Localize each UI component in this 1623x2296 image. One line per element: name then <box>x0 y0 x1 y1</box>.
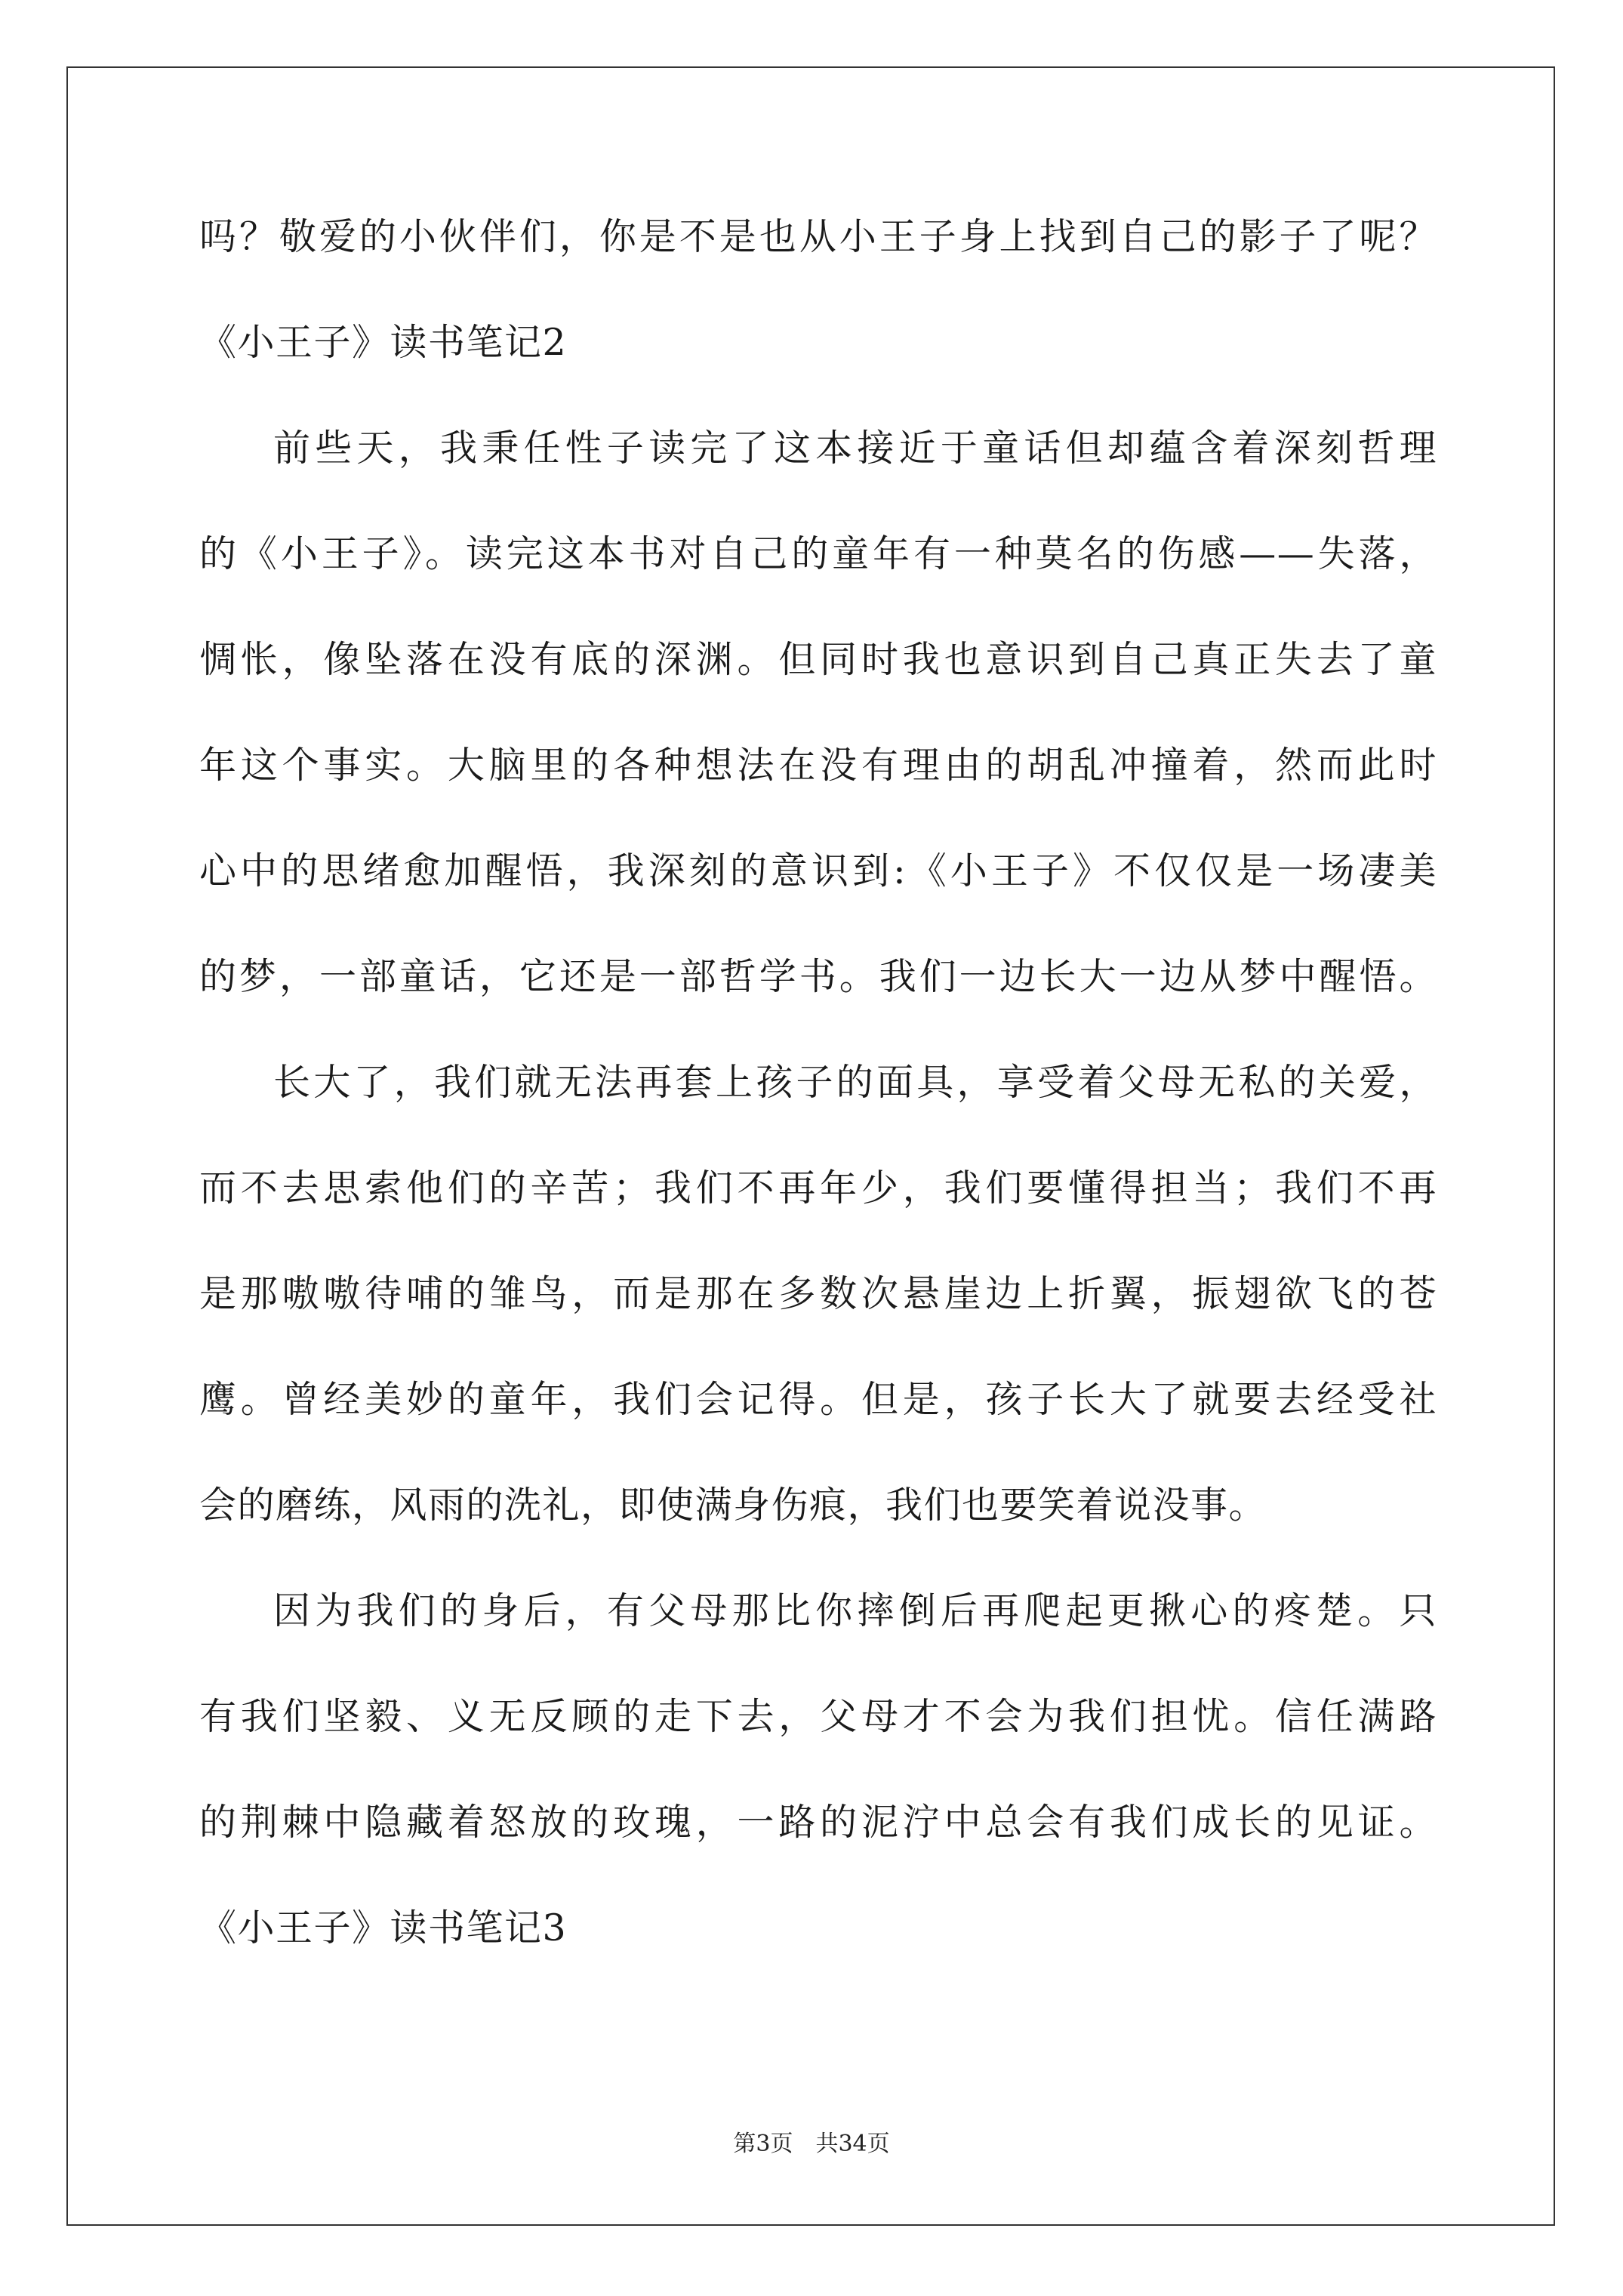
text-line-16: 的荆棘中隐藏着怒放的玫瑰，一路的泥泞中总会有我们成长的见证。 <box>199 1801 1437 1844</box>
text-line-10: 而不去思索他们的辛苦；我们不再年少，我们要懂得担当；我们不再 <box>199 1166 1437 1210</box>
text-line-11: 是那嗷嗷待哺的雏鸟，而是那在多数次悬崖边上折翼，振翅欲飞的苍 <box>199 1272 1437 1315</box>
section-heading-2: 《小王子》读书笔记2 <box>199 321 568 364</box>
section-heading-3: 《小王子》读书笔记3 <box>199 1906 568 1949</box>
text-line-9: 长大了，我们就无法再套上孩子的面具，享受着父母无私的关爱， <box>273 1061 1437 1104</box>
page-number-footer: 第3页 共34页 <box>733 2131 890 2157</box>
text-line-7: 心中的思绪愈加醒悟，我深刻的意识到:《小王子》不仅仅是一场凄美 <box>199 849 1437 892</box>
text-line-14: 因为我们的身后，有父母那比你摔倒后再爬起更揪心的疼楚。只 <box>273 1589 1437 1632</box>
text-line-13: 会的磨练，风雨的洗礼，即使满身伤痕，我们也要笑着说没事。 <box>199 1484 1267 1527</box>
text-line-1: 吗？敬爱的小伙伴们，你是不是也从小王子身上找到自己的影子了呢？ <box>199 215 1437 258</box>
text-line-4: 的《小王子》。读完这本书对自己的童年有一种莫名的伤感——失落， <box>199 532 1437 575</box>
text-line-12: 鹰。曾经美妙的童年，我们会记得。但是，孩子长大了就要去经受社 <box>199 1378 1437 1421</box>
page-border <box>66 66 1555 2226</box>
text-line-3: 前些天，我秉任性子读完了这本接近于童话但却蕴含着深刻哲理 <box>273 427 1437 470</box>
text-line-8: 的梦，一部童话，它还是一部哲学书。我们一边长大一边从梦中醒悟。 <box>199 955 1437 998</box>
text-line-5: 惆怅，像坠落在没有底的深渊。但同时我也意识到自己真正失去了童 <box>199 638 1437 681</box>
text-line-6: 年这个事实。大脑里的各种想法在没有理由的胡乱冲撞着，然而此时 <box>199 744 1437 787</box>
text-line-15: 有我们坚毅、义无反顾的走下去，父母才不会为我们担忧。信任满路 <box>199 1695 1437 1738</box>
